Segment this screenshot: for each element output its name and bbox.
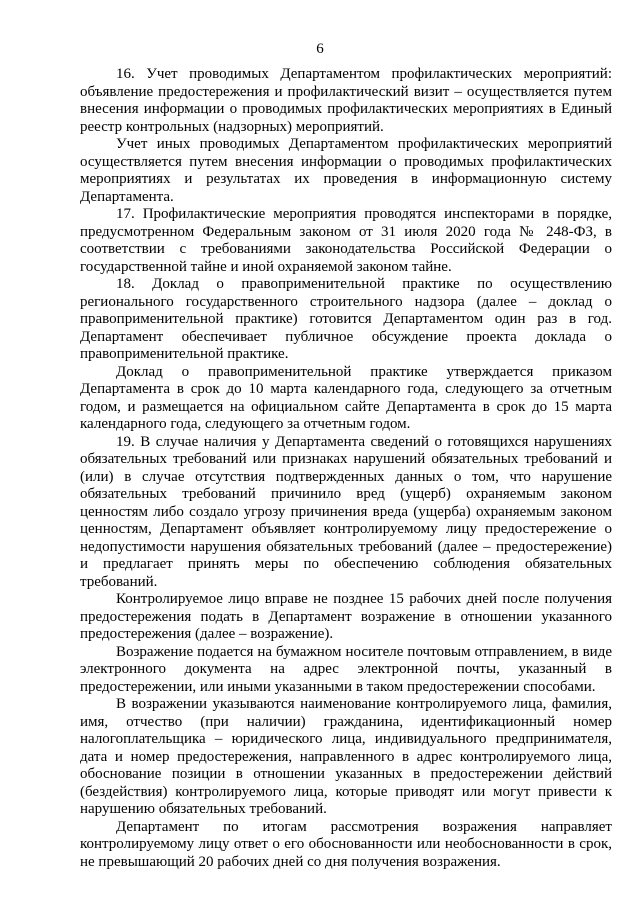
paragraph-18: 18. Доклад о правоприменительной практике по осуществлению регионального государственного строительного надзора (далее – доклад о правоприменительной практике) готовится Департаментом один раз в год. Департамент обеспечивает публичное обсуждение проекта доклада о правоприменительной практике. xyxy=(80,276,612,362)
paragraph-19-objection-submission: Возражение подается на бумажном носителе почтовым отправлением, в виде электронного документа на адрес электронной почты, указанный в предостережении, или иными указанными в таком предостережении способами. xyxy=(80,643,612,695)
paragraph-16-other-measures: Учет иных проводимых Департаментом профилактических мероприятий осуществляется путем внесения информации о проводимых профилактических мероприятиях и результатах их проведения в информационную систему Департамента. xyxy=(80,136,612,205)
document-body xyxy=(80,66,612,871)
paragraph-19-objection-response: Департамент по итогам рассмотрения возражения направляет контролируемому лицу ответ о его обоснованности или необоснованности в срок, не превышающий 20 рабочих дней со дня получения возражения. xyxy=(80,818,612,870)
paragraph-17: 17. Профилактические мероприятия проводятся инспекторами в порядке, предусмотренном Федеральным законом от 31 июля 2020 года № 248-ФЗ, в соответствии с требованиями законодательства Российской Федерации о государственной тайне и иной охраняемой законом тайне. xyxy=(80,206,612,275)
paragraph-19-objection-contents: В возражении указываются наименование контролируемого лица, фамилия, имя, отчество (при наличии) гражданина, идентификационный номер налогоплательщика – юридического лица, индивидуального предпринимателя, дата и номер предостережения, направленного в адрес контролируемого лица, обоснование позиции в отношении указанных в предостережении действий (бездействия) контролируемого лица, которые приводят или могут привести к нарушению обязательных требований. xyxy=(80,696,612,817)
paragraph-16: 16. Учет проводимых Департаментом профилактических мероприятий: объявление предостережения и профилактический визит – осуществляется путем внесения информации о проводимых профилактических мероприятиях в Единый реестр контрольных (надзорных) мероприятий. xyxy=(80,66,612,135)
paragraph-18-approval: Доклад о правоприменительной практике утверждается приказом Департамента в срок до 10 марта календарного года, следующего за отчетным годом, и размещается на официальном сайте Департамента в срок до 15 марта календарного года, следующего за отчетным годом. xyxy=(80,363,612,432)
paragraph-19-objection-deadline: Контролируемое лицо вправе не позднее 15 рабочих дней после получения предостережения подать в Департамент возражение в отношении указанного предостережения (далее – возражение). xyxy=(80,591,612,642)
page-number: 6 xyxy=(316,41,324,57)
paragraph-19: 19. В случае наличия у Департамента сведений о готовящихся нарушениях обязательных требований или признаках нарушений обязательных требований и (или) в случае отсутствия подтвержденных данных о том, что нарушение обязательных требований причинило вред (ущерб) охраняемым законом ценностям либо создало угрозу причинения вреда (ущерба) охраняемым законом ценностям, Департамент объявляет контролируемому лицу предостережение о недопустимости нарушения обязательных требований (далее – предостережение) и предлагает принять меры по обеспечению соблюдения обязательных требований. xyxy=(80,433,612,590)
